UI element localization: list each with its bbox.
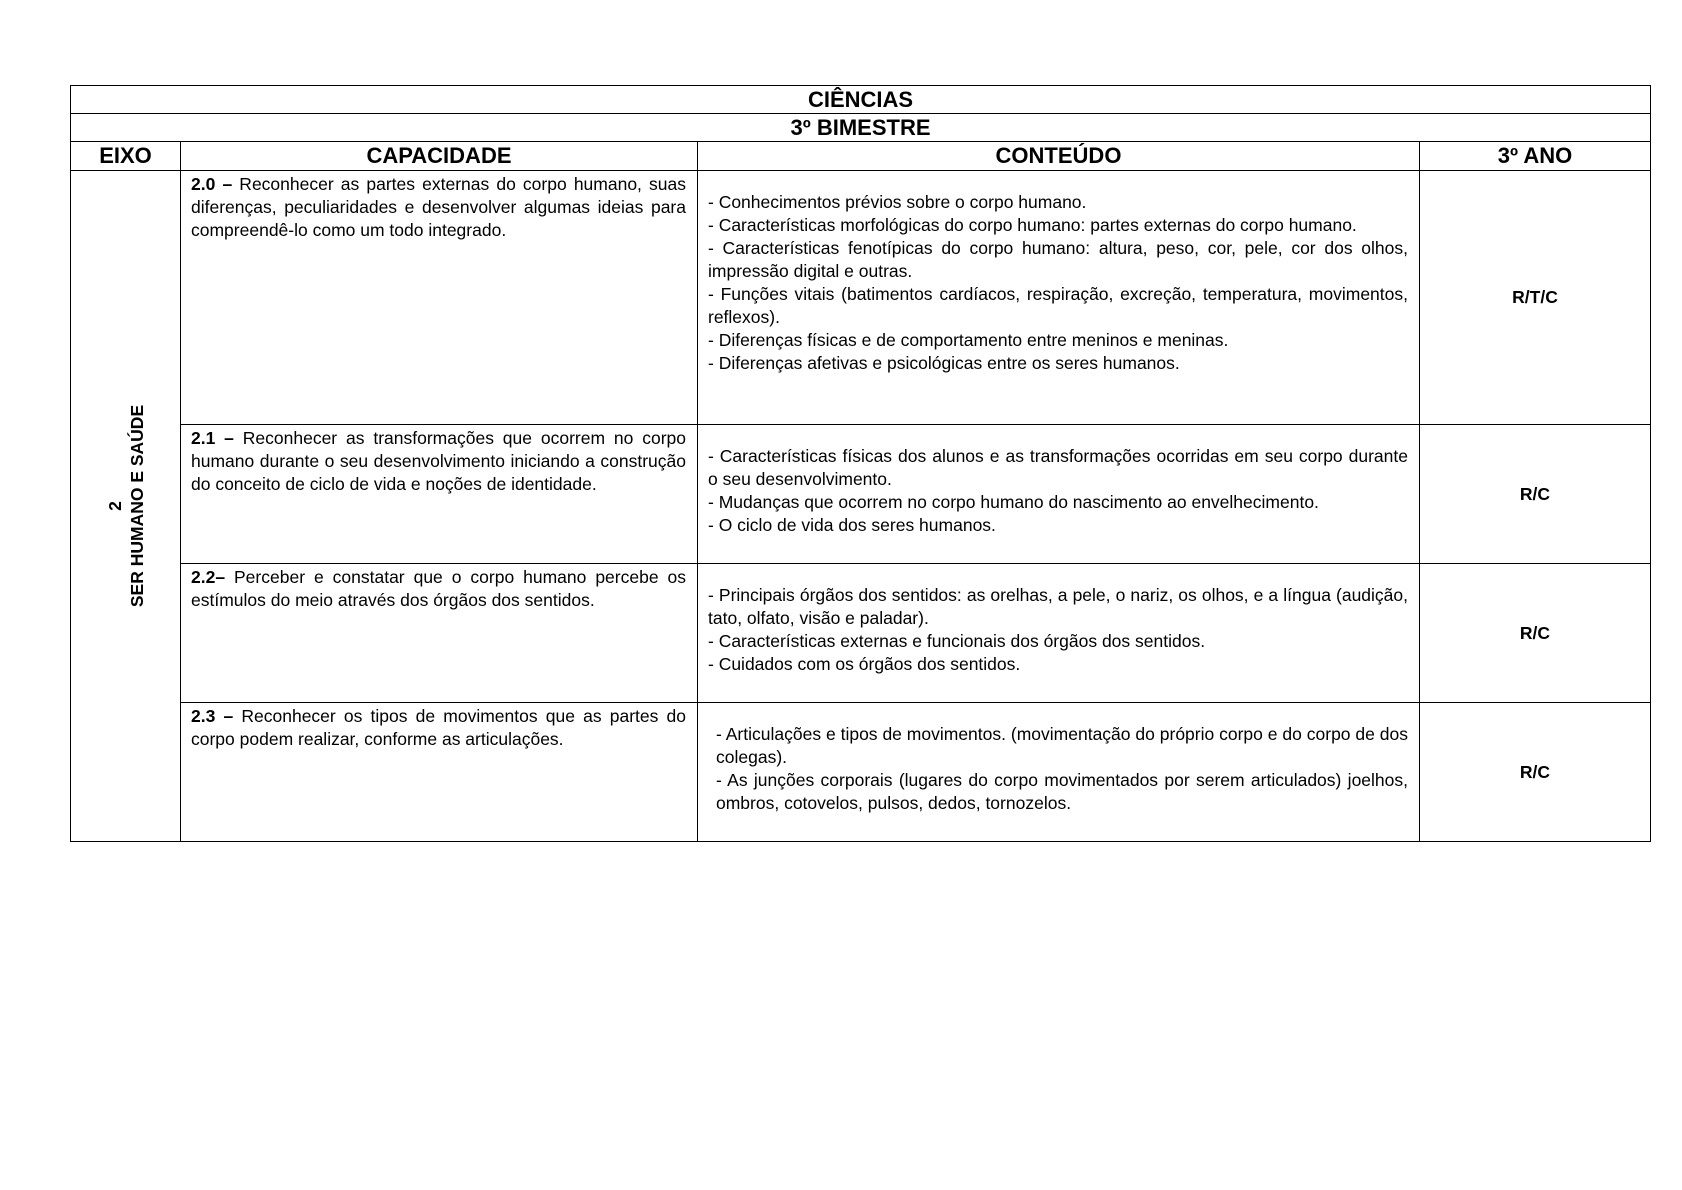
conteudo-item: - Características fenotípicas do corpo humano: altura, peso, cor, pele, cor dos olhos, impressão digital e outras. (708, 238, 1408, 281)
header-conteudo: CONTEÚDO (698, 142, 1420, 171)
column-header-row (71, 142, 1651, 171)
period-title: 3º BIMESTRE (71, 114, 1651, 142)
conteudo-item: - Funções vitais (batimentos cardíacos, respiração, excreção, temperatura, movimentos, reflexos). (708, 284, 1408, 327)
ano-cell: R/T/C (1420, 171, 1651, 425)
table-row (71, 564, 1651, 703)
eixo-label (104, 405, 148, 607)
table-row (71, 171, 1651, 425)
eixo-cell (71, 171, 181, 842)
capacidade-text: Reconhecer as partes externas do corpo humano, suas diferenças, peculiaridades e desenvolver algumas ideias para compreendê-lo como um todo integrado. (191, 174, 686, 240)
table-row (71, 425, 1651, 564)
capacidade-cell (181, 171, 698, 425)
capacidade-code: 2.1 – (191, 428, 234, 448)
capacidade-cell (181, 425, 698, 564)
conteudo-item: - O ciclo de vida dos seres humanos. (708, 515, 996, 535)
conteudo-cell (698, 425, 1420, 564)
curriculum-table (70, 85, 1651, 842)
conteudo-item: - Cuidados com os órgãos dos sentidos. (708, 654, 1021, 674)
conteudo-item: - Principais órgãos dos sentidos: as orelhas, a pele, o nariz, os olhos, e a língua (audição, tato, olfato, visão e paladar). (708, 585, 1408, 628)
capacidade-code: 2.3 – (191, 706, 234, 726)
conteudo-item: - Características morfológicas do corpo humano: partes externas do corpo humano. (708, 215, 1357, 235)
conteudo-item: - Diferenças afetivas e psicológicas entre os seres humanos. (708, 353, 1180, 373)
conteudo-item: - Conhecimentos prévios sobre o corpo humano. (708, 192, 1087, 212)
capacidade-cell (181, 564, 698, 703)
conteudo-item: - Articulações e tipos de movimentos. (movimentação do próprio corpo e do corpo de dos colegas). (716, 724, 1408, 767)
conteudo-cell (698, 564, 1420, 703)
capacidade-text: Perceber e constatar que o corpo humano percebe os estímulos do meio através dos órgãos dos sentidos. (191, 567, 686, 610)
conteudo-item: - Características físicas dos alunos e as transformações ocorridas em seu corpo durante o seu desenvolvimento. (708, 446, 1408, 489)
eixo-name: SER HUMANO E SAÚDE (126, 404, 147, 608)
conteudo-cell (698, 171, 1420, 425)
capacidade-code: 2.2– (191, 567, 226, 587)
header-eixo: EIXO (71, 142, 181, 171)
capacidade-text: Reconhecer os tipos de movimentos que as partes do corpo podem realizar, conforme as articulações. (191, 706, 686, 749)
conteudo-item: - Mudanças que ocorrem no corpo humano do nascimento ao envelhecimento. (708, 492, 1319, 512)
period-row (71, 114, 1651, 142)
conteudo-item: - Características externas e funcionais dos órgãos dos sentidos. (708, 631, 1206, 651)
subject-title: CIÊNCIAS (71, 86, 1651, 114)
header-ano: 3º ANO (1420, 142, 1651, 171)
ano-cell: R/C (1420, 425, 1651, 564)
capacidade-text: Reconhecer as transformações que ocorrem no corpo humano durante o seu desenvolvimento iniciando a construção do conceito de ciclo de vida e noções de identidade. (191, 428, 686, 494)
capacidade-code: 2.0 – (191, 174, 233, 194)
conteudo-cell (698, 703, 1420, 842)
ano-cell: R/C (1420, 703, 1651, 842)
capacidade-cell (181, 703, 698, 842)
conteudo-item: - As junções corporais (lugares do corpo movimentados por serem articulados) joelhos, ombros, cotovelos, pulsos, dedos, tornozelos. (716, 770, 1408, 813)
table-row (71, 703, 1651, 842)
eixo-number: 2 (104, 501, 125, 511)
document-page (70, 85, 1650, 842)
ano-cell: R/C (1420, 564, 1651, 703)
conteudo-item: - Diferenças físicas e de comportamento entre meninos e meninas. (708, 330, 1229, 350)
subject-row (71, 86, 1651, 114)
header-capacidade: CAPACIDADE (181, 142, 698, 171)
